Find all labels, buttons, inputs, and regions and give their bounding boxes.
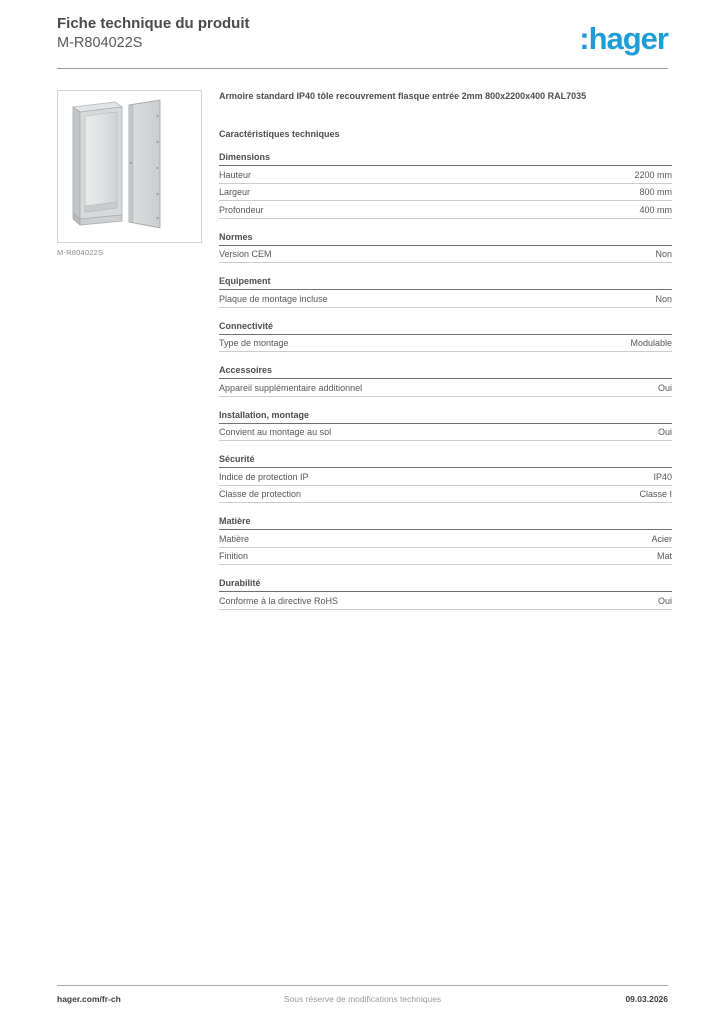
product-image bbox=[57, 90, 202, 243]
characteristics-section bbox=[219, 232, 672, 264]
page-footer bbox=[57, 985, 668, 1004]
footer-website-link[interactable]: hager.com/fr-ch bbox=[57, 994, 121, 1004]
characteristics-section bbox=[219, 516, 672, 565]
characteristic-value: Modulable bbox=[630, 338, 672, 349]
characteristic-label: Classe de protection bbox=[219, 489, 302, 500]
characteristic-value: Mat bbox=[656, 551, 672, 562]
characteristics-section bbox=[219, 321, 672, 353]
characteristic-label: Profondeur bbox=[219, 204, 264, 215]
section-title: Dimensions bbox=[219, 152, 672, 166]
characteristic-label: Version CEM bbox=[219, 249, 272, 260]
cabinet-illustration-icon bbox=[65, 98, 194, 235]
product-description: Armoire standard IP40 tôle recouvrement flasque entrée 2mm 800x2200x400 RAL7035 bbox=[219, 91, 587, 101]
main-content bbox=[57, 90, 672, 610]
characteristic-row bbox=[219, 379, 672, 397]
characteristic-row bbox=[219, 468, 672, 486]
characteristic-label: Conforme à la directive RoHS bbox=[219, 595, 339, 606]
characteristic-row bbox=[219, 166, 672, 184]
section-title: Connectivité bbox=[219, 321, 672, 335]
characteristic-value: 800 mm bbox=[639, 187, 672, 198]
characteristics-section bbox=[219, 365, 672, 397]
characteristic-value: Oui bbox=[657, 382, 672, 393]
characteristic-label: Convient au montage au sol bbox=[219, 427, 332, 438]
characteristics-sections bbox=[219, 152, 672, 610]
characteristic-row bbox=[219, 530, 672, 548]
characteristic-label: Finition bbox=[219, 551, 249, 562]
characteristic-row bbox=[219, 548, 672, 566]
section-title: Durabilité bbox=[219, 578, 672, 592]
characteristic-label: Largeur bbox=[219, 187, 251, 198]
characteristics-section bbox=[219, 152, 672, 219]
section-title: Matière bbox=[219, 516, 672, 530]
characteristic-label: Plaque de montage incluse bbox=[219, 293, 328, 304]
characteristic-label: Hauteur bbox=[219, 169, 252, 180]
characteristic-value: IP40 bbox=[653, 471, 672, 482]
section-title: Equipement bbox=[219, 276, 672, 290]
characteristic-label: Indice de protection IP bbox=[219, 471, 309, 482]
section-title: Normes bbox=[219, 232, 672, 246]
product-reference: M-R804022S bbox=[57, 34, 143, 51]
characteristic-value: Acier bbox=[651, 533, 672, 544]
characteristic-row bbox=[219, 486, 672, 504]
characteristics-heading: Caractéristiques techniques bbox=[219, 129, 340, 140]
characteristic-value: Oui bbox=[657, 427, 672, 438]
characteristic-row bbox=[219, 246, 672, 264]
characteristic-row bbox=[219, 592, 672, 610]
characteristic-value: Non bbox=[655, 249, 672, 260]
header-titles bbox=[57, 15, 250, 53]
characteristic-row bbox=[219, 290, 672, 308]
characteristic-row bbox=[219, 424, 672, 442]
footer-date: 09.03.2026 bbox=[625, 994, 668, 1004]
product-image-caption: M-R804022S bbox=[57, 248, 104, 257]
header-divider bbox=[57, 68, 668, 69]
characteristic-value: Classe I bbox=[639, 489, 672, 500]
characteristic-row bbox=[219, 184, 672, 202]
page-title: Fiche technique du produit bbox=[57, 15, 250, 32]
characteristic-row bbox=[219, 201, 672, 219]
characteristic-label: Appareil supplémentaire additionnel bbox=[219, 382, 363, 393]
page-header bbox=[57, 15, 668, 54]
hager-logo: :hager bbox=[579, 21, 668, 56]
characteristics-section bbox=[219, 578, 672, 610]
characteristic-value: Oui bbox=[657, 595, 672, 606]
characteristics-column bbox=[219, 90, 672, 610]
product-image-column bbox=[57, 90, 202, 610]
characteristic-label: Matière bbox=[219, 533, 250, 544]
characteristic-value: 400 mm bbox=[639, 204, 672, 215]
characteristic-value: Non bbox=[655, 293, 672, 304]
characteristic-value: 2200 mm bbox=[634, 169, 672, 180]
section-title: Accessoires bbox=[219, 365, 672, 379]
footer-disclaimer: Sous réserve de modifications techniques bbox=[283, 994, 442, 1004]
characteristic-label: Type de montage bbox=[219, 338, 289, 349]
section-title: Sécurité bbox=[219, 454, 672, 468]
characteristic-row bbox=[219, 335, 672, 353]
characteristics-section bbox=[219, 454, 672, 503]
characteristics-section bbox=[219, 276, 672, 308]
characteristics-section bbox=[219, 410, 672, 442]
section-title: Installation, montage bbox=[219, 410, 672, 424]
